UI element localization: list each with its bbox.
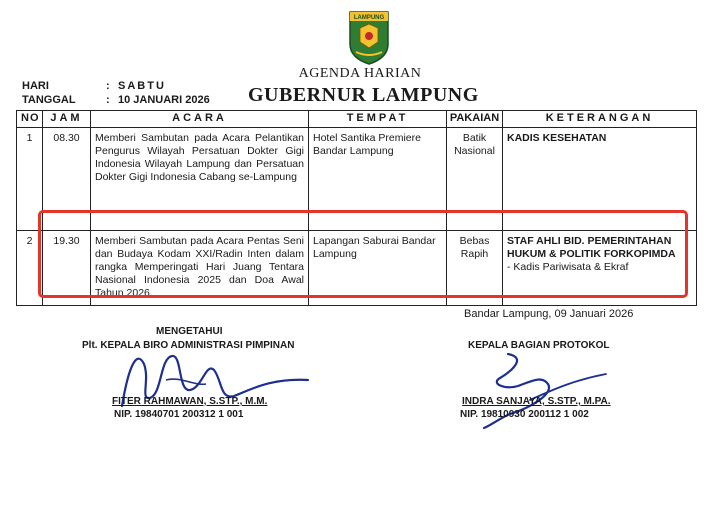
right-signer-nip: NIP. 19810930 200112 1 002 (460, 409, 589, 420)
row-no: 1 (17, 128, 43, 231)
row-jam: 19.30 (43, 231, 91, 306)
hari-colon: : (106, 80, 110, 92)
row-keterangan-main: STAF AHLI BID. PEMERINTAHAN HUKUM & POLITIK FORKOPIMDA (507, 235, 676, 260)
hari-label: HARI (22, 80, 49, 92)
row-no: 2 (17, 231, 43, 306)
mengetahui-heading: MENGETAHUI (156, 326, 223, 337)
row-jam: 08.30 (43, 128, 91, 231)
col-header-tempat: TEMPAT (309, 111, 447, 128)
col-header-acara: ACARA (91, 111, 309, 128)
row-tempat: Lapangan Saburai Bandar Lampung (309, 231, 447, 306)
row-acara-text: Memberi Sambutan pada Acara Pelantikan Pengurus Wilayah Persatuan Dokter Gigi Indonesia Wilayah Lampung dan Persatuan Dokter Gigi Indonesia Cabang se-Lampung (95, 132, 304, 183)
right-signer-title: KEPALA BAGIAN PROTOKOL (468, 340, 610, 351)
document-date: Bandar Lampung, 09 Januari 2026 (464, 308, 634, 320)
row-acara: Memberi Sambutan pada Acara Pentas Seni dan Budaya Kodam XXI/Radin Inten dalam rangka Memperingati Hari Juang Tentara Nasional Indonesia 2025 dan Doa Awal Tahun 2026. (91, 231, 309, 306)
hari-value: SABTU (118, 80, 166, 92)
left-signer-name: FITER RAHMAWAN, S.STP., M.M. (112, 396, 268, 407)
right-signer-name: INDRA SANJAYA, S.STP., M.PA. (462, 396, 611, 407)
logo-text: LAMPUNG (353, 15, 385, 21)
left-signer-nip: NIP. 19840701 200312 1 001 (114, 409, 244, 420)
highlight-box (38, 210, 688, 298)
col-header-no: NO (17, 111, 43, 128)
tanggal-value: 10 JANUARI 2026 (118, 94, 210, 106)
table-header-row (17, 111, 697, 128)
left-signer-title: Plt. KEPALA BIRO ADMINISTRASI PIMPINAN (82, 340, 295, 351)
col-header-keterangan: KETERANGAN (503, 111, 697, 128)
row-keterangan: KADIS KESEHATAN (503, 128, 697, 231)
agenda-title: AGENDA HARIAN (298, 66, 422, 81)
tanggal-label: TANGGAL (22, 94, 76, 106)
row-keterangan-sub: - Kadis Pariwisata & Ekraf (507, 261, 629, 273)
left-signature-icon (110, 340, 320, 420)
main-title: GUBERNUR LAMPUNG (248, 84, 479, 106)
lampung-emblem-icon (346, 8, 392, 66)
tanggal-colon: : (106, 94, 110, 106)
row-tempat: Hotel Santika Premiere Bandar Lampung (309, 128, 447, 231)
row-pakaian: Bebas Rapih (447, 231, 503, 306)
col-header-pakaian: PAKAIAN (447, 111, 503, 128)
col-header-jam: JAM (43, 111, 91, 128)
row-pakaian: Batik Nasional (447, 128, 503, 231)
